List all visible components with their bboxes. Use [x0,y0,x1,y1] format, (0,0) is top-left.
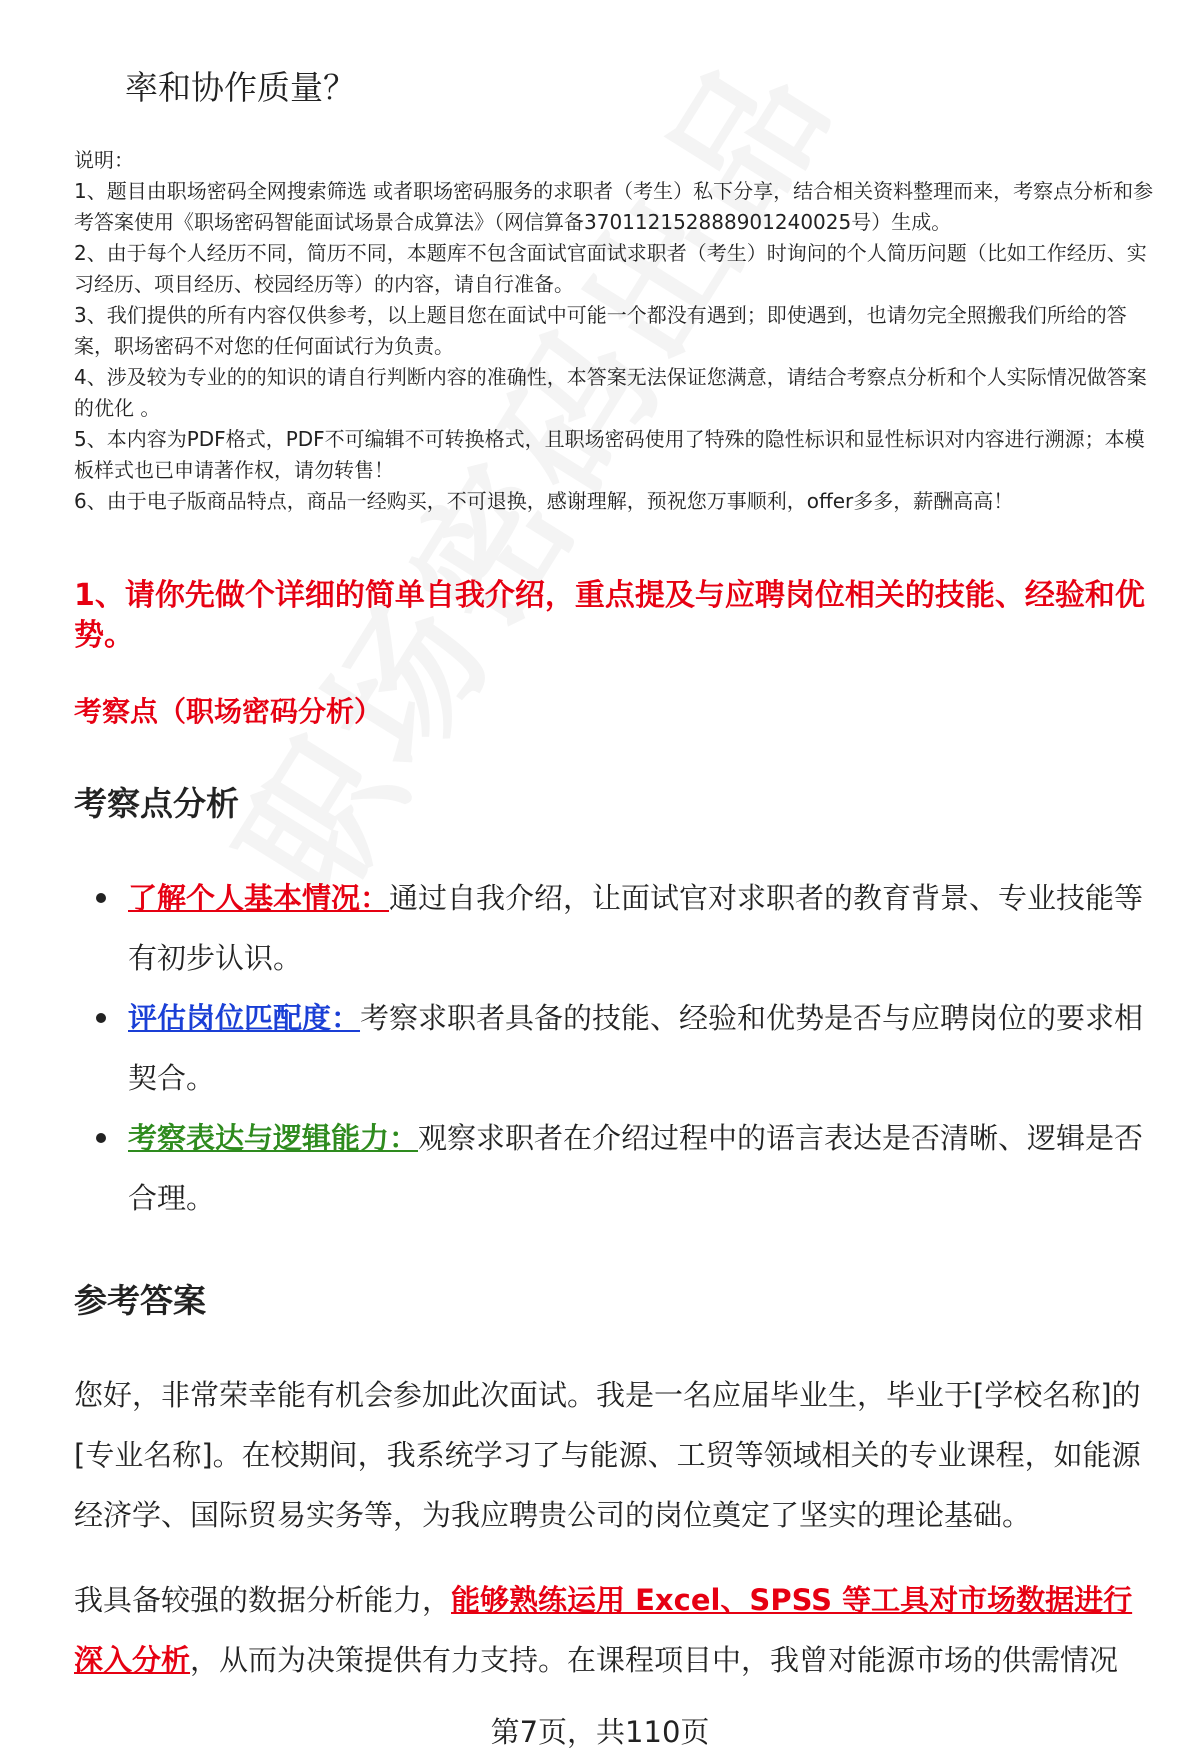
note-item: 4、涉及较为专业的的知识的请自行判断内容的准确性，本答案无法保证您满意，请结合考察点分析和个人实际情况做答案的优化 。 [74,365,1147,420]
question-title: 1、请你先做个详细的简单自我介绍，重点提及与应聘岗位相关的技能、经验和优势。 [74,578,1145,653]
continuation-text: 率和协作质量？ [125,68,356,107]
note-item: 3、我们提供的所有内容仅供参考，以上题目您在面试中可能一个都没有遇到；即使遇到，也请勿完全照搬我们所给的答案，职场密码不对您的任何面试行为负责。 [74,303,1127,358]
analysis-point-text: 观察求职者在介绍过程中的语言表达是否清晰、逻辑是否合理。 [128,1121,1144,1215]
answer-paragraph [74,1570,1154,1690]
analysis-heading: 考察点分析 [74,784,239,823]
answer-text: ，从而为决策提供有力支持。在课程项目中，我曾对能源市场的供需情况 [190,1643,1119,1677]
answer-paragraph: 您好，非常荣幸能有机会参加此次面试。我是一名应届毕业生，毕业于[学校名称]的[专业名称]。在校期间，我系统学习了与能源、工贸等领域相关的专业课程，如能源经济学、国际贸易实务等，为我应聘贵公司的岗位奠定了坚实的理论基础。 [74,1378,1141,1532]
analysis-point [74,868,1154,988]
notes-heading: 说明： [74,148,134,172]
analysis-point-text: 通过自我介绍，让面试官对求职者的教育背景、专业技能等有初步认识。 [128,881,1144,975]
bullet-icon [96,893,106,903]
analysis-point [74,1108,1154,1228]
bullet-icon [96,1133,106,1143]
exam-point-tag: 考察点（职场密码分析） [74,695,383,728]
analysis-point-text: 考察求职者具备的技能、经验和优势是否与应聘岗位的要求相契合。 [128,1001,1144,1095]
page-number: 第7页，共110页 [490,1715,710,1749]
analysis-point-key: 了解个人基本情况： [128,881,390,915]
note-item: 5、本内容为PDF格式，PDF不可编辑不可转换格式，且职场密码使用了特殊的隐性标识和显性标识对内容进行溯源；本模板样式也已申请著作权，请勿转售！ [74,427,1145,482]
answer-text: 我具备较强的数据分析能力， [74,1583,452,1617]
analysis-point-key: 评估岗位匹配度： [128,1001,361,1035]
analysis-point-key: 考察表达与逻辑能力： [128,1121,419,1155]
analysis-list [74,868,1154,1228]
analysis-point [74,988,1154,1108]
answer-highlight: 能够熟练运用 Excel、SPSS 等工具对市场数据进行深入分析 [74,1583,1133,1677]
answer-heading: 参考答案 [74,1281,206,1320]
bullet-icon [96,1013,106,1023]
note-item: 2、由于每个人经历不同，简历不同，本题库不包含面试官面试求职者（考生）时询问的个人简历问题（比如工作经历、实习经历、项目经历、校园经历等）的内容，请自行准备。 [74,241,1147,296]
note-item: 6、由于电子版商品特点，商品一经购买，不可退换，感谢理解，预祝您万事顺利，offer多多，薪酬高高！ [74,489,1014,513]
notes-section [74,145,1154,517]
note-item: 1、题目由职场密码全网搜索筛选 或者职场密码服务的求职者（考生）私下分享，结合相关资料整理而来，考察点分析和参考答案使用《职场密码智能面试场景合成算法》（网信算备370112152888901240025号）生成。 [74,179,1154,234]
